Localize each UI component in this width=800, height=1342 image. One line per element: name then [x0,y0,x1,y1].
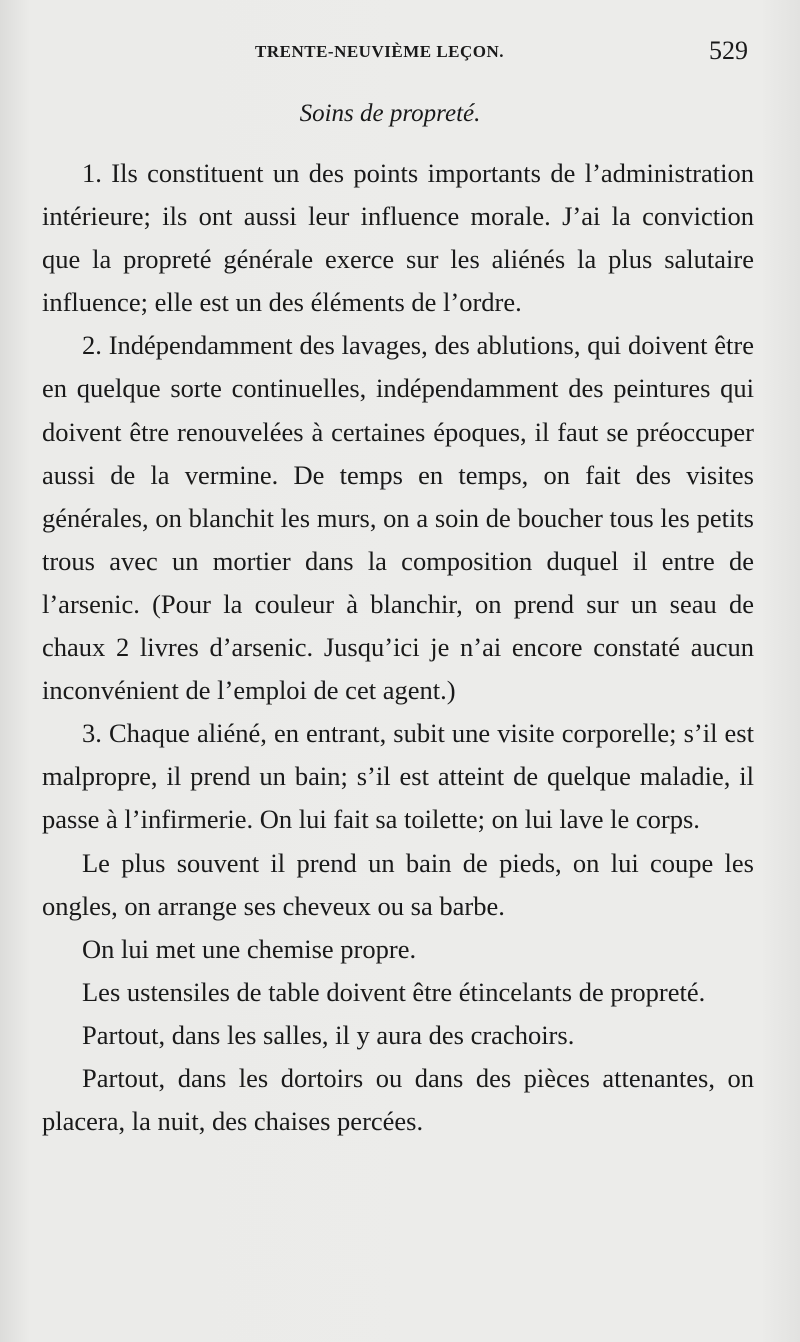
paragraph-1: 1. Ils constituent un des points importants de l’administration intérieure; ils ont aussi leur influence morale. J’ai la conviction que la propreté générale exerce sur les aliénés la plus salutaire influence; elle est un des éléments de l’ordre. [42,158,754,318]
paragraph-2: 2. Indépendamment des lavages, des ablutions, qui doivent être en quelque sorte continuelles, indépendamment des peintures qui doivent être renouvelées à certaines époques, il faut se préoccuper aussi de la vermine. De temps en temps, on fait des visites générales, on blanchit les murs, on a soin de boucher tous les petits trous avec un mortier dans la composition duquel il entre de l’arsenic. (Pour la couleur à blanchir, on prend sur un seau de chaux 2 livres d’arsenic. Jusqu’ici je n’ai encore constaté aucun inconvénient de l’emploi de cet agent.) [42,330,754,706]
section-title: Soins de propreté. [299,100,481,127]
page-number: 529 [709,36,748,65]
running-head: TRENTE-NEUVIÈME LEÇON. [255,42,505,61]
paragraph-8: Partout, dans les dortoirs ou dans des pièces attenantes, on placera, la nuit, des chaises percées. [42,1062,754,1137]
body-text [42,152,754,1143]
paragraph-5: On lui met une chemise propre. [82,933,417,964]
paragraph-7: Partout, dans les salles, il y aura des crachoirs. [82,1019,575,1050]
paragraph-6: Les ustensiles de table doivent être étincelants de propreté. [82,976,706,1007]
paragraph-4: Le plus souvent il prend un bain de pieds, on lui coupe les ongles, on arrange ses cheveux ou sa barbe. [42,847,754,921]
page-header [40,36,748,72]
paragraph-3: 3. Chaque aliéné, en entrant, subit une visite corporelle; s’il est malpropre, il prend un bain; s’il est atteint de quelque maladie, il passe à l’infirmerie. On lui fait sa toilette; on lui lave le corps. [42,718,754,835]
